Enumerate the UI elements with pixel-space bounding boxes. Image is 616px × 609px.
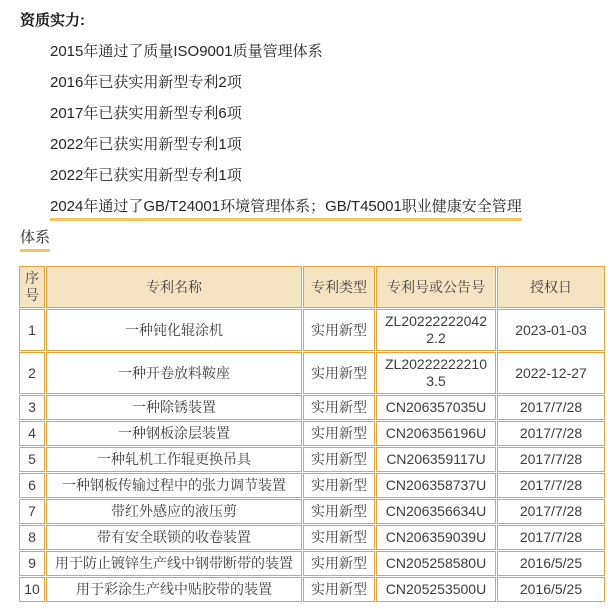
patent-number-cell: CN206359039U bbox=[376, 525, 496, 550]
qualification-item: 2015年通过了质量ISO9001质量管理体系 bbox=[50, 43, 323, 60]
index-cell: 2 bbox=[19, 352, 45, 394]
patent-name-cell: 带有安全联锁的收卷装置 bbox=[46, 525, 302, 550]
underlined-text: 2024年通过了GB/T24001环境管理体系；GB/T45001职业健康安全管理 bbox=[50, 198, 522, 221]
table-row bbox=[19, 525, 605, 550]
grant-date-cell: 2017/7/28 bbox=[497, 421, 605, 446]
patent-type-cell: 实用新型 bbox=[303, 421, 375, 446]
highlight-line-2 bbox=[20, 222, 614, 253]
patent-number-cell: CN205253500U bbox=[376, 577, 496, 602]
table-row bbox=[19, 352, 605, 394]
qualification-item: 2017年已获实用新型专利6项 bbox=[50, 105, 242, 122]
patent-name-cell: 用于防止镀锌生产线中钢带断带的装置 bbox=[46, 551, 302, 576]
grant-date-cell: 2022-12-27 bbox=[497, 352, 605, 394]
patent-type-cell: 实用新型 bbox=[303, 551, 375, 576]
qualification-item: 2022年已获实用新型专利1项 bbox=[50, 136, 242, 153]
grant-date-cell: 2016/5/25 bbox=[497, 577, 605, 602]
index-cell: 4 bbox=[19, 421, 45, 446]
grant-date-cell: 2017/7/28 bbox=[497, 447, 605, 472]
table-row bbox=[19, 447, 605, 472]
patent-number-cell: CN206356196U bbox=[376, 421, 496, 446]
table-row bbox=[19, 395, 605, 420]
page-title: 资质实力: bbox=[20, 12, 85, 29]
patent-name-cell: 一种轧机工作辊更换吊具 bbox=[46, 447, 302, 472]
qualification-item: 2022年已获实用新型专利1项 bbox=[50, 167, 242, 184]
header-cell-patent-number: 专利号或公告号 bbox=[376, 266, 496, 308]
qualification-item: 2016年已获实用新型专利2项 bbox=[50, 74, 242, 91]
patent-type-cell: 实用新型 bbox=[303, 395, 375, 420]
grant-date-cell: 2017/7/28 bbox=[497, 395, 605, 420]
patent-number-cell: CN206356634U bbox=[376, 499, 496, 524]
patent-name-cell: 一种钢板涂层装置 bbox=[46, 421, 302, 446]
patent-number-cell: CN206358737U bbox=[376, 473, 496, 498]
header-cell-index: 序号 bbox=[19, 266, 45, 308]
table-row bbox=[19, 577, 605, 602]
patent-type-cell: 实用新型 bbox=[303, 352, 375, 394]
table-row bbox=[19, 551, 605, 576]
patent-type-cell: 实用新型 bbox=[303, 577, 375, 602]
table-row bbox=[19, 499, 605, 524]
patent-name-cell: 一种开卷放料鞍座 bbox=[46, 352, 302, 394]
highlight-line-1 bbox=[20, 191, 614, 222]
patent-number-cell: CN205258580U bbox=[376, 551, 496, 576]
grant-date-cell: 2023-01-03 bbox=[497, 309, 605, 351]
patent-name-cell: 一种钝化辊涂机 bbox=[46, 309, 302, 351]
index-cell: 1 bbox=[19, 309, 45, 351]
grant-date-cell: 2017/7/28 bbox=[497, 473, 605, 498]
patent-name-cell: 用于彩涂生产线中贴胶带的装置 bbox=[46, 577, 302, 602]
patent-type-cell: 实用新型 bbox=[303, 447, 375, 472]
patent-number-cell: CN206359117U bbox=[376, 447, 496, 472]
patent-number-cell: ZL202222222103.5 bbox=[376, 352, 496, 394]
patent-number-cell: CN206357035U bbox=[376, 395, 496, 420]
table-header-row bbox=[19, 266, 605, 308]
patent-type-cell: 实用新型 bbox=[303, 309, 375, 351]
header-cell-patent-name: 专利名称 bbox=[46, 266, 302, 308]
grant-date-cell: 2017/7/28 bbox=[497, 499, 605, 524]
index-cell: 6 bbox=[19, 473, 45, 498]
patent-type-cell: 实用新型 bbox=[303, 525, 375, 550]
qualification-highlight bbox=[20, 191, 614, 253]
patent-name-cell: 一种除锈装置 bbox=[46, 395, 302, 420]
header-cell-patent-type: 专利类型 bbox=[303, 266, 375, 308]
index-cell: 8 bbox=[19, 525, 45, 550]
patent-name-cell: 带红外感应的液压剪 bbox=[46, 499, 302, 524]
underlined-text: 体系 bbox=[20, 229, 50, 252]
table-row bbox=[19, 473, 605, 498]
grant-date-cell: 2017/7/28 bbox=[497, 525, 605, 550]
patent-type-cell: 实用新型 bbox=[303, 499, 375, 524]
table-row bbox=[19, 309, 605, 351]
index-cell: 10 bbox=[19, 577, 45, 602]
index-cell: 3 bbox=[19, 395, 45, 420]
header-cell-grant-date: 授权日 bbox=[497, 266, 605, 308]
table-row bbox=[19, 421, 605, 446]
index-cell: 9 bbox=[19, 551, 45, 576]
patent-name-cell: 一种钢板传输过程中的张力调节装置 bbox=[46, 473, 302, 498]
grant-date-cell: 2016/5/25 bbox=[497, 551, 605, 576]
patent-type-cell: 实用新型 bbox=[303, 473, 375, 498]
patents-table bbox=[18, 265, 606, 603]
patent-number-cell: ZL202222220422.2 bbox=[376, 309, 496, 351]
index-cell: 5 bbox=[19, 447, 45, 472]
index-cell: 7 bbox=[19, 499, 45, 524]
